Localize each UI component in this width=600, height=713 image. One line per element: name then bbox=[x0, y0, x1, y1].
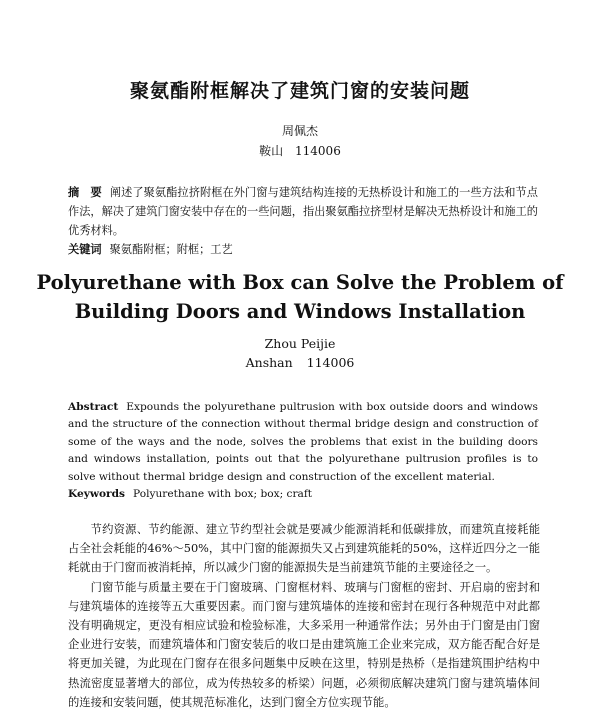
english-affiliation bbox=[0, 355, 600, 370]
chinese-keywords-label: 关键词 bbox=[68, 243, 102, 256]
chinese-postcode: 114006 bbox=[295, 144, 341, 158]
english-abstract-text: Expounds the polyurethane pultrusion with box outside doors and windows and the structure of the connection without thermal bridge design and construction of some of the ways and the node, solves the problems that exist in the building doors and windows installation, points out that the polyurethane pultrusion profiles is to solve without thermal bridge design and construction of the excellent material. bbox=[68, 401, 538, 483]
english-keywords-label: Keywords bbox=[68, 488, 126, 500]
chinese-abstract-label: 摘 要 bbox=[68, 186, 102, 199]
english-title-line2: Building Doors and Windows Installation bbox=[74, 300, 526, 323]
english-keywords bbox=[68, 486, 538, 503]
chinese-affiliation bbox=[0, 142, 600, 159]
chinese-city: 鞍山 bbox=[259, 144, 284, 158]
body-paragraph-2: 门窗节能与质量主要在于门窗玻璃、门窗框材料、玻璃与门窗框的密封、开启扇的密封和与建筑墙体的连接等五大重要因素。而门窗与建筑墙体的连接和密封在现行各种规范中对此都没有明确规定，更没有相应试验和检验标准，大多采用一种通常作法；另外由于门窗是由门窗企业进行安装，而建筑墙体和门窗安装后的收口是由建筑施工企业来完成，双方能否配合好是将更加关键，为此现在门窗存在很多问题集中反映在这里，特别是热桥（是指建筑围护结构中热流密度显著增大的部位，成为传热较多的桥梁）问题，必须彻底解决建筑门窗与建筑墙体间的连接和安装问题，使其规范标准化，达到门窗全方位实现节能。 bbox=[68, 580, 540, 709]
english-author: Zhou Peijie bbox=[264, 336, 336, 351]
chinese-abstract bbox=[68, 183, 538, 240]
english-abstract-label: Abstract bbox=[68, 401, 119, 413]
body-text bbox=[68, 520, 540, 712]
body-paragraph-1: 节约资源、节约能源、建立节约型社会就是要减少能源消耗和低碳排放，而建筑直接耗能占全社会耗能的46%～50%，其中门窗的能源损失又占到建筑能耗的50%，这样近四分之一能耗就由于门窗而被消耗掉，所以减少门窗的能源损失是当前建筑节能的主要途径之一。 bbox=[68, 523, 540, 575]
chinese-title: 聚氨酯附框解决了建筑门窗的安装问题 bbox=[129, 80, 470, 102]
english-postcode: 114006 bbox=[306, 355, 355, 370]
english-keywords-text: Polyurethane with box; box; craft bbox=[133, 488, 313, 500]
english-abstract bbox=[68, 399, 538, 486]
chinese-keywords-text: 聚氨酯附框；附框；工艺 bbox=[109, 243, 233, 256]
chinese-author: 周佩杰 bbox=[281, 124, 318, 138]
english-title-line1: Polyurethane with Box can Solve the Problem of bbox=[36, 271, 564, 294]
chinese-abstract-text: 阐述了聚氨酯拉挤附框在外门窗与建筑结构连接的无热桥设计和施工的一些方法和节点作法，解决了建筑门窗安装中存在的一些问题，指出聚氨酯拉挤型材是解决无热桥设计和施工的优秀材料。 bbox=[68, 186, 538, 237]
chinese-keywords bbox=[68, 240, 538, 259]
english-title bbox=[0, 268, 600, 326]
english-city: Anshan bbox=[245, 355, 293, 370]
